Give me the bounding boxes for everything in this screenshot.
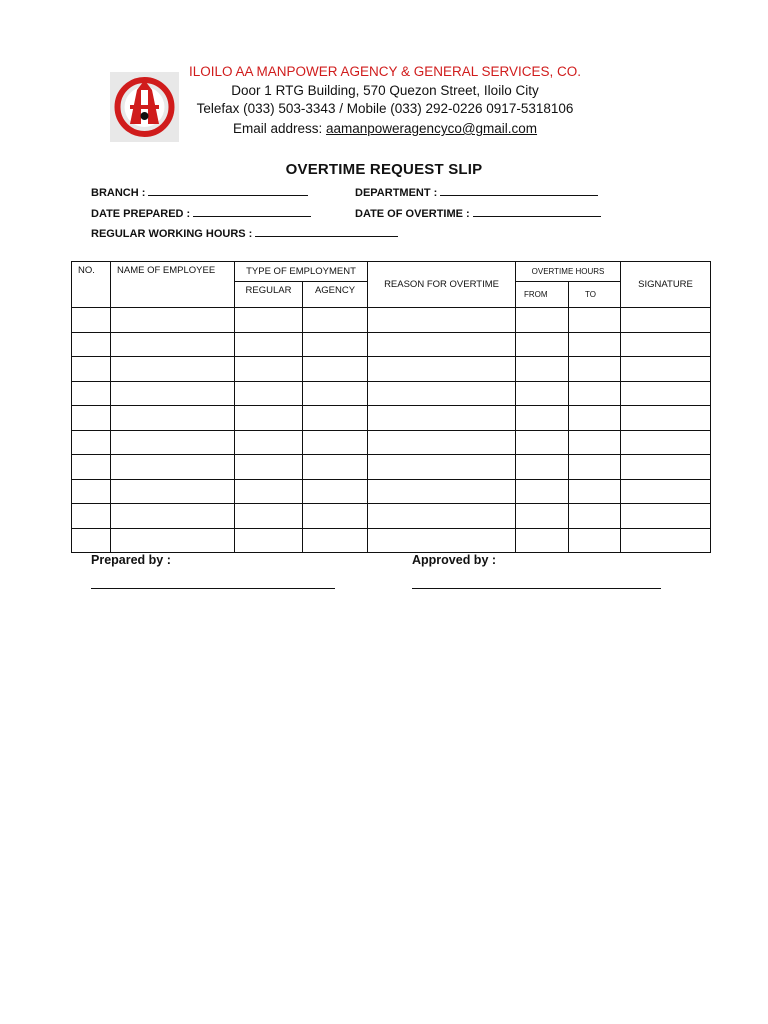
cell-from[interactable] [516,308,569,333]
cell-signature[interactable] [621,455,711,480]
cell-from[interactable] [516,528,569,553]
cell-to[interactable] [569,455,621,480]
cell-reason[interactable] [368,332,516,357]
cell-from[interactable] [516,430,569,455]
table-row [72,332,711,357]
cell-agency[interactable] [303,332,368,357]
cell-no[interactable] [72,406,111,431]
department-label: DEPARTMENT : [355,187,438,199]
table-row [72,381,711,406]
cell-reason[interactable] [368,357,516,382]
cell-from[interactable] [516,406,569,431]
cell-agency[interactable] [303,479,368,504]
cell-reason[interactable] [368,381,516,406]
cell-from[interactable] [516,332,569,357]
cell-to[interactable] [569,406,621,431]
cell-agency[interactable] [303,381,368,406]
cell-agency[interactable] [303,308,368,333]
cell-signature[interactable] [621,357,711,382]
cell-agency[interactable] [303,357,368,382]
branch-field[interactable] [91,186,308,199]
cell-to[interactable] [569,504,621,529]
col-name-header: NAME OF EMPLOYEE [111,262,235,308]
cell-reason[interactable] [368,479,516,504]
department-input-line[interactable] [440,186,598,196]
cell-reason[interactable] [368,504,516,529]
company-email-line [180,121,590,136]
cell-agency[interactable] [303,455,368,480]
cell-to[interactable] [569,308,621,333]
col-from-header: FROM [516,282,569,308]
cell-to[interactable] [569,381,621,406]
prepared-by-signature-line[interactable] [91,587,335,589]
cell-no[interactable] [72,455,111,480]
cell-from[interactable] [516,479,569,504]
branch-label: BRANCH : [91,187,146,199]
table-row [72,455,711,480]
date-prepared-input-line[interactable] [193,207,311,217]
table-row [72,430,711,455]
cell-regular[interactable] [235,357,303,382]
cell-regular[interactable] [235,332,303,357]
regular-working-hours-field[interactable] [91,227,398,240]
col-ot-hours-header: OVERTIME HOURS [516,262,621,282]
company-name: ILOILO AA MANPOWER AGENCY & GENERAL SERVICES, CO. [188,64,582,79]
cell-regular[interactable] [235,406,303,431]
cell-no[interactable] [72,357,111,382]
table-row [72,308,711,333]
cell-regular[interactable] [235,479,303,504]
cell-regular[interactable] [235,528,303,553]
cell-no[interactable] [72,479,111,504]
cell-employee-name[interactable] [111,430,235,455]
cell-no[interactable] [72,308,111,333]
cell-employee-name[interactable] [111,332,235,357]
approved-by-signature-line[interactable] [412,587,661,589]
cell-signature[interactable] [621,308,711,333]
company-logo [110,72,179,142]
col-type-header: TYPE OF EMPLOYMENT [235,262,368,282]
cell-regular[interactable] [235,308,303,333]
date-of-overtime-input-line[interactable] [473,207,601,217]
cell-employee-name[interactable] [111,308,235,333]
date-prepared-label: DATE PREPARED : [91,208,191,220]
cell-reason[interactable] [368,528,516,553]
company-address: Door 1 RTG Building, 570 Quezon Street, Iloilo City [231,83,539,98]
branch-input-line[interactable] [148,186,308,196]
col-to-header: TO [569,282,621,308]
cell-employee-name[interactable] [111,455,235,480]
col-no-header: NO. [72,262,111,308]
cell-signature[interactable] [621,504,711,529]
cell-signature[interactable] [621,332,711,357]
col-reason-header: REASON FOR OVERTIME [368,262,516,308]
cell-employee-name[interactable] [111,528,235,553]
cell-no[interactable] [72,528,111,553]
cell-signature[interactable] [621,430,711,455]
cell-employee-name[interactable] [111,504,235,529]
cell-from[interactable] [516,357,569,382]
cell-employee-name[interactable] [111,357,235,382]
cell-to[interactable] [569,357,621,382]
table-row [72,479,711,504]
cell-regular[interactable] [235,504,303,529]
cell-signature[interactable] [621,479,711,504]
date-prepared-field[interactable] [91,207,311,220]
cell-reason[interactable] [368,406,516,431]
cell-no[interactable] [72,381,111,406]
cell-to[interactable] [569,528,621,553]
table-row [72,504,711,529]
cell-signature[interactable] [621,381,711,406]
cell-no[interactable] [72,332,111,357]
cell-to[interactable] [569,332,621,357]
email-label: Email address: [232,121,326,136]
col-signature-header: SIGNATURE [621,262,711,308]
cell-employee-name[interactable] [111,381,235,406]
email-link[interactable]: aamanpoweragencyco@gmail.com [325,121,538,136]
cell-agency[interactable] [303,430,368,455]
cell-reason[interactable] [368,455,516,480]
cell-to[interactable] [569,479,621,504]
form-title: OVERTIME REQUEST SLIP [285,161,483,178]
regular-working-hours-label: REGULAR WORKING HOURS : [91,228,253,240]
approved-by-label: Approved by : [412,553,497,567]
overtime-table [71,261,711,553]
cell-from[interactable] [516,381,569,406]
cell-agency[interactable] [303,406,368,431]
date-of-overtime-field[interactable] [355,207,601,220]
cell-reason[interactable] [368,430,516,455]
cell-from[interactable] [516,455,569,480]
table-header-row-1 [72,262,711,282]
col-agency-header: AGENCY [303,282,368,308]
cell-regular[interactable] [235,381,303,406]
cell-employee-name[interactable] [111,406,235,431]
cell-to[interactable] [569,430,621,455]
cell-regular[interactable] [235,455,303,480]
department-field[interactable] [355,186,598,199]
cell-regular[interactable] [235,430,303,455]
col-regular-header: REGULAR [235,282,303,308]
cell-no[interactable] [72,430,111,455]
cell-signature[interactable] [621,528,711,553]
cell-reason[interactable] [368,308,516,333]
cell-agency[interactable] [303,528,368,553]
table-row [72,357,711,382]
prepared-by-label: Prepared by : [91,553,171,567]
cell-agency[interactable] [303,504,368,529]
company-phone: Telefax (033) 503-3343 / Mobile (033) 292-0226 0917-5318106 [196,101,574,116]
cell-employee-name[interactable] [111,479,235,504]
cell-no[interactable] [72,504,111,529]
table-row [72,406,711,431]
table-row [72,528,711,553]
date-of-overtime-label: DATE OF OVERTIME : [355,208,470,220]
cell-signature[interactable] [621,406,711,431]
regular-working-hours-input-line[interactable] [255,227,398,237]
cell-from[interactable] [516,504,569,529]
